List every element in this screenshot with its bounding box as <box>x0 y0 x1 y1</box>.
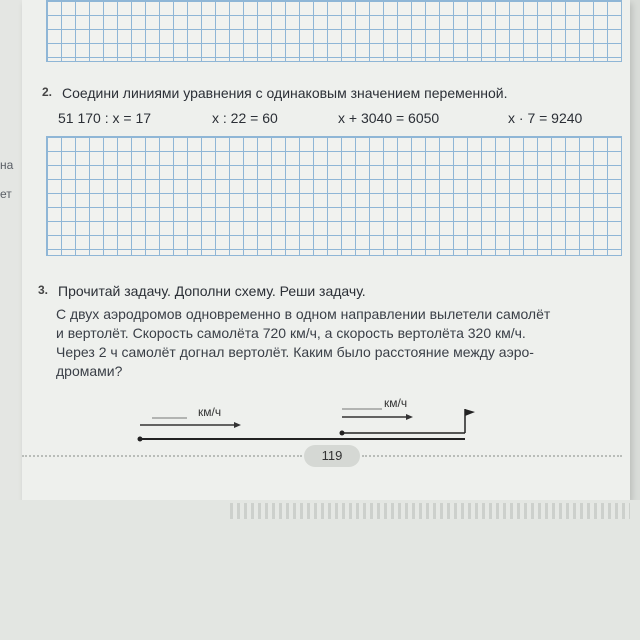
arrow-1-head <box>234 422 241 428</box>
task-3-title: Прочитай задачу. Дополни схему. Реши задачу. <box>58 283 366 299</box>
footer-dots-right <box>362 455 622 457</box>
page-edge-stripes <box>230 503 630 519</box>
top-answer-grid <box>46 0 622 62</box>
left-page-text-2: ет <box>0 187 12 201</box>
speed-2-unit: км/ч <box>384 396 408 410</box>
page-number: 119 <box>304 445 360 467</box>
workbook-page <box>22 0 630 500</box>
task-2-answer-grid <box>46 136 622 256</box>
left-page-text-1: на <box>0 158 14 172</box>
equation-1: 51 170 : x = 17 <box>58 110 152 126</box>
equation-3: x + 3040 = 6050 <box>338 110 440 126</box>
task-3-number: 3. <box>38 283 49 297</box>
task-2-title: Соедини линиями уравнения с одинаковым значением переменной. <box>62 85 508 101</box>
speed-1-unit: км/ч <box>198 405 222 419</box>
problem-line-3: Через 2 ч самолёт догнал вертолёт. Каким было расстояние между аэро- <box>56 344 534 360</box>
flag-icon <box>465 409 475 416</box>
problem-line-2: и вертолёт. Скорость самолёта 720 км/ч, а скорость вертолёта 320 км/ч. <box>56 325 526 341</box>
table-surface <box>0 500 640 640</box>
left-page-edge <box>0 0 23 500</box>
task-2-number: 2. <box>42 85 53 99</box>
problem-line-1: С двух аэродромов одновременно в одном направлении вылетели самолёт <box>56 306 551 322</box>
equation-2: x : 22 = 60 <box>212 110 278 126</box>
task-3-problem-text <box>56 305 596 381</box>
footer-dots-left <box>22 455 302 457</box>
start-point <box>138 437 143 442</box>
arrow-2-head <box>406 414 413 420</box>
equation-4: x · 7 = 9240 <box>508 110 583 126</box>
problem-line-4: дромами? <box>56 363 123 379</box>
